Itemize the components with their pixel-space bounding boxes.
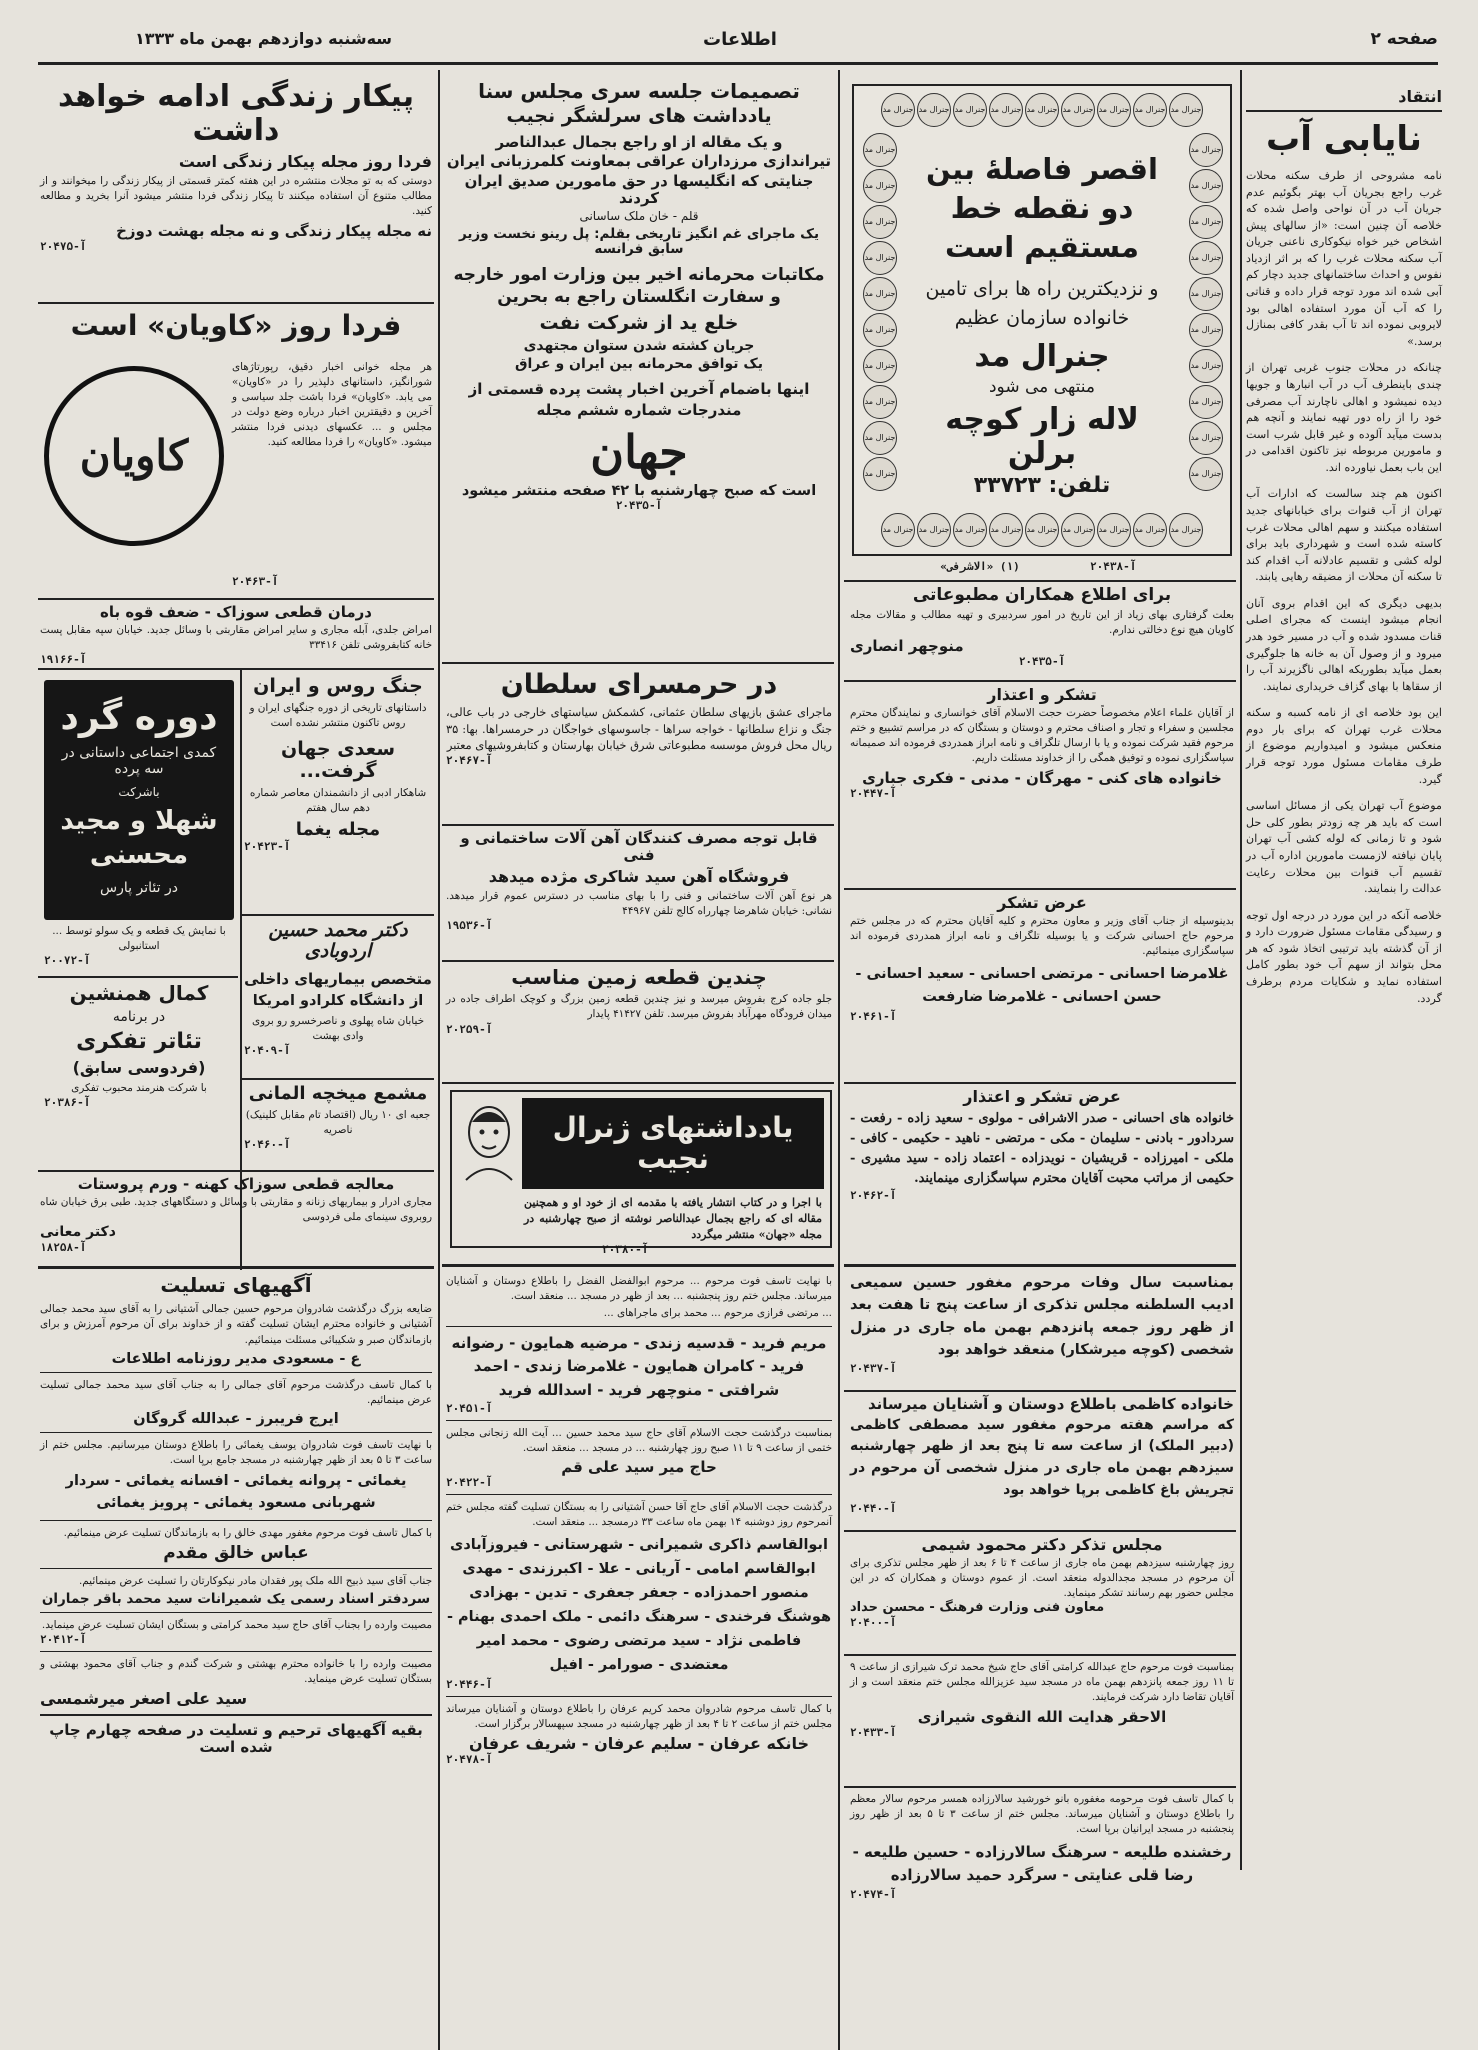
peykar-ad	[40, 80, 432, 300]
ad-ref: آ-۲۰۴۳۷	[850, 1361, 897, 1375]
condolence-sign: ایرج فریبرز - عبدالله گروگان	[133, 1411, 339, 1428]
brand-tile: جنرال مد	[1133, 93, 1167, 127]
section-rule	[38, 976, 238, 978]
general-mod-inner	[906, 140, 1178, 504]
notice-sign: الاحقر هدایت الله النقوی شیرازی	[917, 1708, 1167, 1727]
section-rule	[844, 1082, 1236, 1084]
thanks-ad	[850, 894, 1234, 1074]
brand-tile: جنرال مد	[1189, 457, 1223, 491]
general-phone: تلفن: ۳۳۷۲۳	[973, 473, 1111, 499]
notice-sign: معاون فنی وزارت فرهنگ - محسن حداد	[850, 1600, 1105, 1616]
condolence-sign: حاج میر سید علی قم	[561, 1458, 717, 1477]
condolence-body: با نهایت تاسف فوت مرحوم ... مرحوم ابوالفضل الفضل را باطلاع دوستان و آشنایان میرساند. مجلس ختم روز پنجشنبه ... بعد از ظهر در مسجد ... منعقد است.	[446, 1275, 832, 1303]
magazine-line: یک ماجرای غم انگیز تاریخی بقلم: پل رینو نخست وزیر سابق فرانسه	[458, 226, 820, 258]
ad-body: جعبه ای ۱۰ ریال (اقتصاد تام مقابل کلینیک) ناصریه	[245, 1109, 431, 1137]
doctor-addr: خیابان شاه پهلوی و ناصرخسرو رو بروی وادی بهشت	[251, 1014, 425, 1042]
brand-tile: جنرال مد	[1169, 513, 1203, 547]
item-rule	[40, 1714, 432, 1716]
item-rule	[40, 1651, 432, 1652]
brand-tile: جنرال مد	[863, 457, 897, 491]
magazine-title: تصمیمات جلسه سری مجلس سنا	[478, 79, 800, 103]
criticism-paragraph: خلاصه آنکه در این مورد در درجه اول توجه و رسیدگی مقامات مسئول ضرورت دارد و از آن گذشته باید ترتیبی اتخاذ شود که هر محل بتواند از سهم آب خود بطور کامل استفاده نماید و شکایات مردم برطرف گردد.	[1246, 908, 1442, 1005]
condolence-names: مریم فرید - قدسیه زندی - مرضیه همایون - رضوانه فرید - کامران همایون - غلامرضا زندی - احمد شرافتی - منوچهر فرید - اسدالله فرید	[451, 1334, 827, 1399]
ad-ref: آ-۲۰۴۲۳	[244, 840, 291, 854]
hamneshin-ad	[44, 982, 234, 1164]
column-rule	[1240, 70, 1242, 1870]
masthead-rule	[38, 62, 1438, 65]
ad-ref: آ-۲۰۲۵۹	[446, 1022, 493, 1036]
general-headline: اقصر فاصلهٔ بین دو نقطه خط مستقیم است	[926, 152, 1158, 265]
doctor-name: دکتر محمد حسین اردوبادی	[268, 919, 408, 963]
brand-tile: جنرال مد	[1097, 513, 1131, 547]
section-rule	[38, 668, 434, 670]
condolence-sign: یغمائی - پروانه یغمائی - افسانه یغمائی - سردار شهربانی مسعود یغمائی - پرویز یغمائی	[65, 1473, 407, 1512]
condolence-body: درگذشت حجت الاسلام آقای حاج آقا حسن آشتیانی را به بستگان تسلیت گفته مجلس ختم آنمرحوم روز دوشنبه ۱۴ بهمن ماه ساعت ۳۳ درمسجد ... منعقد است.	[446, 1500, 832, 1529]
tile-border	[860, 92, 1224, 128]
brand-tile: جنرال مد	[1189, 277, 1223, 311]
notice-body: با کمال تاسف فوت مرحومه مغفوره بانو خورشید سالارزاده همسر مرحوم سالار معظم را باطلاع دوستان و آشنایان میرساند. مجلس ختم از ساعت ۳ تا ۵ بعد از ظهر روز پنجشنبه در مسجد ایرانیان برپا است.	[850, 1793, 1234, 1836]
condolence-body: با نهایت تاسف فوت شادروان یوسف یغمائی را باطلاع دوستان میرسانیم. مجلس ختم از ساعت ۳ تا ۵ بعد از ظهر چهارشنبه در مسجد جامع برپا است.	[40, 1439, 432, 1467]
show-title: دوره گرد	[60, 697, 218, 738]
issue-date: سه‌شنبه دوازدهم بهمن ماه ۱۳۳۳	[135, 29, 393, 48]
ad-ref: آ-۲۰۴۴۰	[850, 1501, 897, 1515]
ad-body: جلو جاده کرج بفروش میرسد و نیز چندین قطعه زمین بزرگ و کوچک اطراف جاده در میدان فرودگاه مهرآباد بفروش میرسد. تلفن ۴۱۴۲۷ پایدار	[446, 993, 832, 1021]
general-ends: منتهی می شود	[988, 377, 1096, 398]
ad-title: فردا روز «کاویان» است	[70, 309, 402, 342]
general-brand: جنرال مد	[974, 339, 1110, 375]
condolence-section	[40, 1274, 432, 2044]
show-venue-old: (فردوسی سابق)	[72, 1057, 206, 1077]
ad-ref: آ-۲۰۴۶۲	[850, 1189, 897, 1203]
brand-tile: جنرال مد	[1189, 313, 1223, 347]
thanks-title: عرض تشکر	[997, 893, 1087, 912]
section-rule	[442, 1082, 834, 1084]
ad-body: هر مجله خوانی اخبار دقیق، رپورتاژهای شورانگیز، داستانهای دلپذیر را در «کاویان» می یابد. «کاویان» فردا باشت جلد سیاسی و آخرین و دقیقترین اخبار درباره وضع دولت در مجلس و ... عکسهای دیدنی فردا منتشر میشود. «کاویان» را فردا مطالعه کنید.	[232, 361, 432, 449]
brand-tile: جنرال مد	[1189, 421, 1223, 455]
column-rule	[838, 70, 840, 2050]
section-rule	[844, 680, 1236, 682]
ad-ref: آ-۲۰۴۶۷	[446, 753, 493, 767]
condolence-body: با کمال تاسف مرحوم شادروان محمد کریم عرفان را باطلاع دوستان و آشنایان میرساند مجلس ختم از ساعت ۲ تا ۴ بعد از ظهر چهارشنبه در مسجد سپهسالار برگزار است.	[446, 1702, 832, 1730]
ad-ref: آ-۲۰۳۸۰	[602, 1242, 649, 1256]
section-rule	[38, 1170, 434, 1172]
brand-tile: جنرال مد	[881, 513, 915, 547]
section-rule	[844, 1390, 1236, 1392]
condolence-sign: عباس خالق مقدم	[163, 1542, 309, 1563]
section-rule	[844, 888, 1236, 890]
brand-tile: جنرال مد	[881, 93, 915, 127]
brand-tile: جنرال مد	[863, 241, 897, 275]
brand-tile: جنرال مد	[1061, 93, 1095, 127]
ad-title: مشمع میخچه المانی	[248, 1083, 428, 1104]
tile-border-bottom	[860, 512, 1224, 548]
general-sub: و نزدیکترین راه ها برای تامین خانواده سازمان عظیم	[925, 278, 1159, 329]
ad-body: امراض جلدی، آبله مجاری و سایر امراض مقاربتی با وسائل جدید. خیابان سپه مقابل پست خانه کتابفروشی تلفن ۳۳۴۱۶	[40, 623, 432, 651]
brand-tile: جنرال مد	[863, 313, 897, 347]
thanks-sign: غلامرضا احسانی - مرتضی احسانی - سعید احسانی - حسن احسانی - غلامرضا ضارفعت	[855, 966, 1229, 1006]
magazine-line: اینها باضمام آخرین اخبار پشت پرده قسمتی از مندرجات شماره ششم مجله	[468, 379, 810, 419]
ad-ref: آ-۲۰۴۰۰	[850, 1615, 897, 1629]
ad-body: داستانهای تاریخی از دوره جنگهای ایران و روس تاکنون منتشر نشده است	[249, 702, 427, 730]
kazemi-notice	[850, 1396, 1234, 1524]
brand-tile: جنرال مد	[863, 169, 897, 203]
ad-ref: آ-۲۰۴۷۵	[40, 240, 87, 254]
ad-note: نه مجله پیکار زندگی و نه مجله بهشت دوزخ	[116, 222, 432, 241]
section-rule	[38, 598, 434, 600]
criticism-paragraph: این بود خلاصه ای از نامه کسبه و سکنه محلات غرب تهران که برای بار دوم منعکس میشود و امیدواریم موضوع از طرف مقامات مسئول مورد توجه قرار گیرد.	[1246, 706, 1442, 786]
brand-tile: جنرال مد	[1133, 513, 1167, 547]
doctor-ad	[244, 920, 432, 1074]
show-title: کمال همنشین	[69, 981, 209, 1005]
magazine-line: جریان کشته شدن ستوان مجتهدی	[523, 337, 755, 354]
brand-tile: جنرال مد	[1025, 513, 1059, 547]
item-rule	[40, 1612, 432, 1613]
brand-tile: جنرال مد	[953, 513, 987, 547]
item-rule	[446, 1494, 832, 1495]
show-sub: کمدی اجتماعی داستانی در سه پرده	[61, 745, 217, 777]
brand-tile: جنرال مد	[863, 205, 897, 239]
ad-ref: آ-۲۰۴۰۹	[244, 1043, 291, 1057]
item-rule	[40, 1432, 432, 1433]
condolence-sign: ... مرتضی فرازی مرحوم ... محمد برای ماجراهای ...	[603, 1307, 832, 1320]
doctor-spec: متخصص بیماریهای داخلی	[244, 969, 432, 988]
ad-body: هر نوع آهن آلات ساختمانی و فنی را با بهای مناسب در دسترس عموم قرار میدهد. نشانی: خیابان شاهرضا چهارراه کالج تلفن ۴۴۹۶۷	[446, 889, 832, 917]
ad-title: معالجه قطعی سوزاک کهنه - ورم پروستات	[77, 1175, 395, 1193]
middle-condolences	[446, 1274, 832, 2044]
condolence-sign: سردفتر اسناد رسمی یک شمیرانات سید محمد باقر جماران	[41, 1591, 431, 1608]
brand-tile: جنرال مد	[989, 93, 1023, 127]
ad-ref: آ-۲۰۴۱۲	[40, 1633, 87, 1647]
show-venue: تئاتر تفکری	[76, 1029, 202, 1055]
brand-tile: جنرال مد	[989, 513, 1023, 547]
ad-body: شاهکار ادبی از دانشمندان معاصر شماره دهم سال هفتم	[249, 786, 427, 815]
brand-tile: جنرال مد	[917, 93, 951, 127]
ad-ref: آ-۲۰۴۵۱	[446, 1401, 493, 1415]
brand-tile: جنرال مد	[863, 421, 897, 455]
ad-ref: آ-۲۰۴۶۳	[232, 575, 279, 588]
ad-sub: فردا روز مجله پیکار زندگی است	[178, 152, 432, 172]
show-sub: در برنامه	[112, 1009, 166, 1026]
ad-sub: مجله یغما	[295, 819, 381, 841]
notice-sign: منوچهر انصاری	[850, 637, 964, 656]
criticism-paragraph: موضوع آب تهران یکی از مسائل اساسی است که باید هر چه زودتر بطور کلی حل شود و تا زمانی که لوله کشی آب تهران پایان نیافته لازمست مامورین اداره آب در تقسیم آب قنوات بین محلات رعایت عدالت را بنمایند.	[1246, 799, 1442, 896]
ad-title: قابل توجه مصرف کنندگان آهن آلات ساختمانی و فنی	[460, 829, 818, 864]
kavian-logo-circle	[44, 366, 224, 546]
kavian-logo: کاویان	[79, 431, 189, 481]
kavian-ad	[40, 310, 432, 592]
tile-column	[1186, 132, 1224, 492]
brand-tile: جنرال مد	[1189, 385, 1223, 419]
section-rule	[844, 1654, 1236, 1656]
ad-ref: آ-۲۰۴۶۰	[244, 1138, 291, 1152]
continued-note: بقیه آگهیهای ترحیم و تسلیت در صفحه چهارم چاپ شده است	[49, 1721, 423, 1757]
thanks-ad	[850, 1088, 1234, 1258]
condolence-body: جناب آقای سید ذبیح الله ملک پور فقدان مادر نیکوکارتان را تسلیت عرض مینمائیم.	[78, 1575, 432, 1588]
thanks-sign: خانواده های کنی - مهرگان - مدنی - فکری جباری	[862, 769, 1222, 788]
magazine-line: تیراندازی مرزداران عراقی بمعاونت کلمرزبانی ایران	[446, 152, 832, 171]
section-rule	[442, 960, 834, 962]
criticism-paragraph: بدیهی دیگری که این اقدام بروی آنان انجام میشود اینست که مجرای اصلی قنات مسدود شده و آب در مسیر خود هدر میرود و از وصول آن به خانه ها جلوگیری بعمل میآید بطوریکه اهالی ناگزیرند آب را از سقاها با بهای گزاف خریداری نمایند.	[1246, 596, 1442, 693]
najib-banner: یادداشتهای ژنرال نجیب	[522, 1098, 824, 1189]
thanks-body: بدینوسیله از جناب آقای وزیر و معاون محترم و کلیه آقایان محترم که در مجلس ختم مرحوم حاج احسانی شرکت و یا بوسیله تلگراف و نامه ابراز همدردی فرموده اند سپاسگزاری مینمائیم.	[850, 914, 1234, 958]
criticism-title: نایابی آب	[1266, 118, 1422, 159]
section-rule	[38, 1266, 434, 1269]
condolence-sign: خانکه عرفان - سلیم عرفان - شریف عرفان	[469, 1733, 809, 1753]
iron-ad	[446, 830, 832, 956]
brand-tile: جنرال مد	[863, 277, 897, 311]
brand-tile: جنرال مد	[1025, 93, 1059, 127]
section-rule	[242, 914, 434, 916]
notice-body: که مراسم هفته مرحوم مغفور سید مصطفی کاظمی (دبیر الملک) از ساعت سه تا پنج بعد از ظهر چهارشنبه سیزدهم بهمن ماه جاری در منزل شخصی آن مرحوم در تجریش باغ کاظمی برپا خواهد بود	[850, 1416, 1234, 1498]
salarzadeh-notice	[850, 1792, 1234, 2042]
russia-ad	[244, 676, 432, 912]
ad-title: چندین قطعه زمین مناسب	[511, 965, 767, 989]
condolence-body: بمناسبت درگذشت حجت الاسلام آقای حاج سید محمد حسین ... آیت الله زنجانی مجلس ختمی از ساعت ۹ تا ۱۱ صبح روز چهارشنبه ... در مسجد ... منعقد است.	[446, 1426, 832, 1455]
ad-ref: آ-۱۸۲۵۸	[40, 1240, 87, 1254]
ad-sign: دکتر معانی	[40, 1223, 116, 1240]
notice-body: بمناسبت سال وفات مرحوم مغفور حسین سمیعی ادیب السلطنه مجلس تذکری از ساعت پنج تا هفت بعد از ظهر روز جمعه پانزدهم بهمن ماه جاری در منزل شخصی (کوچه میرشکار) منعقد خواهد بود	[850, 1275, 1234, 1359]
doregard-ad	[44, 680, 234, 920]
ad-ref: آ-۱۹۱۶۶	[40, 652, 87, 666]
item-rule	[40, 1372, 432, 1373]
ad-ref: آ-۲۰۳۸۶	[44, 1095, 91, 1109]
ad-body: ماجرای عشق بازیهای سلطان عثمانی، کشمکش سیاستهای خارجی در باب عالی، جنگ و نزاع سلطانها - خواجه سراها - جاسوسهای خواجگان در حرمسراها. بها: ۳۵ ریال محل فروش موسسه مطبوعاتی شرق خیابان بهارستان و کتابفروشیهای معتبر	[446, 705, 832, 753]
section-title: آگهیهای تسلیت	[160, 1273, 312, 1297]
ad-ref: آ-۲۰۴۳۵	[1018, 654, 1066, 668]
ad-ref: آ-۲۰۴۴۷	[850, 787, 897, 801]
thanks-body: خانواده های احسانی - صدر الاشرافی - مولوی - سعید زاده - رفعت - سردادور - بادنی - سلیمان - مکی - مرتضی - ناهید - حکیمی - کافی - ملکی - امیرزاده - قریشیان - نویدزاده - اعتماد زاده - سید مشیری - حکیمی از مراتب محبت آقایان محترم سپاسگزاری مینمایند.	[850, 1110, 1234, 1187]
ad-body: با شرکت هنرمند محبوب تفکری	[71, 1081, 207, 1094]
brand-tile: جنرال مد	[863, 385, 897, 419]
notice-body: بمناسبت فوت مرحوم حاج عبدالله کرامتی آقای حاج شیخ محمد ترک شیرازی از ساعت ۹ تا ۱۱ روز جمعه پانزدهم بهمن ماه در مسجد سید عزیزالله مجلس ختم منعقد است و از آقایان تقاضا دارد شرکت فرمایند.	[850, 1661, 1234, 1704]
colleagues-notice	[850, 586, 1234, 676]
section-rule	[844, 1786, 1236, 1788]
criticism-paragraph: نامه مشروحی از طرف سکنه محلات غرب راجع بجریان آب بهتر بگوئیم عدم جریان آب در آن نواحی واصل شده که خلاصه آن چنین است: «از سالهای پیش اشخاص خیر خواه نیکوکاری ناعنی جریان آب سکنه محلات غرب را که بر اثر ازدیاد نفوس و احداث ساختمانهای جدید دچار کم آبی شده اند مورد توجه قرار داده و قناتی را که آب آن مورد استفاده اهالی بود لایروبی نموده اند تا آب بقدر کافی بمنازل برسد.»	[1246, 168, 1442, 348]
item-rule	[446, 1326, 832, 1327]
notice-title: مجلس تذکر دکتر محمود شیمی	[921, 1535, 1163, 1554]
ad-ref: آ-۲۰۴۷۴	[850, 1887, 897, 1901]
portrait-sketch	[458, 1100, 520, 1180]
criticism-paragraph: اکنون هم چند سالست که ادارات آب تهران از آب قنوات برای خیابانهای جدید استفاده میکنند و سهم اهالی محلات غرب کاسته شده است و شهرداری باید برای لوله کشی و تقسیم عادلانه آب اقدام کند تا سکنه آن محلات از مضیقه رهایی یابند.	[1246, 487, 1442, 584]
ad-ref: آ-۲۰۴۳۳	[850, 1726, 897, 1740]
ad-title: پیکار زندگی ادامه خواهد داشت	[57, 79, 415, 148]
brand-tile: جنرال مد	[1189, 169, 1223, 203]
najib-ad	[450, 1090, 832, 1256]
magazine-logo: جهان	[590, 424, 688, 479]
brand-tile: جنرال مد	[1097, 93, 1131, 127]
brand-tile: جنرال مد	[863, 349, 897, 383]
show-cast: شهلا و مجید محسنی	[60, 806, 218, 870]
doregard-foot	[44, 924, 234, 972]
clinic-ad	[40, 604, 432, 670]
ad-body: دوستی که به تو مجلات منتشره در این هفته کمتر قسمتی از پیکار زندگی را میخوانند و از مطالب متنوع آن استفاده میکنند تا پیکار زندگی فردا منتشر میشود آنرا بخرید و مطالعه کنید.	[40, 175, 432, 218]
ad-title: درمان قطعی سوزاک - ضعف قوه باه	[99, 603, 372, 621]
tile-column	[860, 132, 898, 492]
section-rule	[844, 580, 1236, 582]
magazine-line: جنایتی که انگلیسها در حق مامورین صدیق ایران کردند	[464, 172, 814, 208]
notice-title: خانواده کاظمی باطلاع دوستان و آشنایان میرساند	[867, 1395, 1234, 1413]
ad-ref: آ-۲۰۰۷۲	[44, 954, 91, 968]
thanks-title: عرض تشکر و اعتذار	[963, 1087, 1121, 1106]
show-venue: در تئاتر پارس	[100, 879, 178, 896]
shimi-notice	[850, 1536, 1234, 1648]
condolence-body: مصیبت وارده را بجناب آقای حاج سید محمد کرامتی و بستگان ایشان تسلیت عرض مینماید.	[41, 1619, 432, 1632]
magazine-line: یک توافق محرمانه بین ایران و عراق	[515, 356, 763, 373]
thanks-ad	[850, 686, 1234, 882]
item-rule	[40, 1520, 432, 1521]
brand-tile: جنرال مد	[1189, 349, 1223, 383]
notice-title: برای اطلاع همکاران مطبوعاتی	[912, 585, 1172, 605]
section-rule	[242, 1078, 434, 1080]
ad-sub: سعدی جهان گرفت...	[281, 738, 395, 782]
condolence-body: با کمال تاسف فوت مرحوم مغفور مهدی خالق را به بازماندگان تسلیت عرض مینمائیم.	[63, 1526, 432, 1539]
brand-tile: جنرال مد	[1061, 513, 1095, 547]
clinic2-ad	[40, 1176, 432, 1262]
ad-title: در حرمسرای سلطان	[500, 669, 778, 700]
item-rule	[40, 1568, 432, 1569]
brand-tile: جنرال مد	[1189, 241, 1223, 275]
magazine-line: قلم - خان ملک ساسانی	[579, 208, 699, 223]
ad-title: جنگ روس و ایران	[253, 675, 423, 697]
criticism-paragraph: چنانکه در محلات جنوب غربی تهران از چندی باینطرف آب در آب انبارها و جویها دیده نمیشود و اهالی ناچارند آب مصرفی خود را از راه دور تهیه نمایند و آنچه هم بدست میآید آلوده و غیر قابل شرب است و مامورین مربوطه نیز تاکنون اقدامی در این باب بعمل نیاورده اند.	[1246, 361, 1442, 474]
section-rule	[442, 662, 834, 664]
condolence-sign: سید علی اصغر میرشمسی	[40, 1689, 248, 1709]
shirazi-notice	[850, 1660, 1234, 1780]
anniversary-notice	[850, 1272, 1234, 1384]
notice-sign: رخشنده طلیعه - سرهنگ سالارزاده - حسین طلیعه - رضا قلی عنایتی - سرگرد حمید سالارزاده	[852, 1843, 1232, 1885]
ad-ref: آ-۲۰۴۲۲	[446, 1475, 493, 1489]
magazine-line: و یک مقاله از او راجع بجمال عبدالناصر	[495, 132, 783, 151]
section-rule	[442, 1264, 834, 1267]
brand-tile: جنرال مد	[1189, 205, 1223, 239]
condolence-sign: ع - مسعودی مدیر روزنامه اطلاعات	[111, 1350, 361, 1367]
brand-tile: جنرال مد	[953, 93, 987, 127]
ad-sub: فروشگاه آهن سید شاکری مژده میدهد	[488, 866, 790, 886]
criticism-column	[1246, 88, 1442, 2048]
ad-body: با اجرا و در کتاب انتشار یافته با مقدمه ای از خود او و همچنین مقاله ای که راجع بجمال عبدالناصر نوشته از صبح چهارشنبه در مجله «جهان» منتشر میگردد	[524, 1195, 822, 1241]
page-number: صفحه ۲	[1370, 29, 1438, 49]
section-rule	[844, 1264, 1236, 1267]
notice-body: روز چهارشنبه سیزدهم بهمن ماه جاری از ساعت ۴ تا ۶ بعد از ظهر مجلس تذکری برای آن مرحوم در مسجد مجدالدوله منعقد است. از عموم دوستان و همکاران که در این مجلس حضور بهم رسانند تشکر مینماید.	[850, 1556, 1234, 1600]
notice-body: بعلت گرفتاری بهای زیاد از این تاریخ در امور سردبیری و تهیه مطالب و مقالات مجله کاویان هیچ نوع دخالتی ندارم.	[850, 609, 1234, 637]
condolence-body: ضایعه بزرگ درگذشت شادروان مرحوم حسین جمالی آشتیانی را به آقای سید محمد جمالی آشتیانی و خانواده محترم ایشان تسلیت گفته و از خداوند برای آن مرحوم آمرزش و برای بازماندگان صبر و شکیبائی مسئلت مینمائیم.	[40, 1303, 432, 1346]
magazine-line: خلع ید از شرکت نفت	[539, 312, 739, 335]
section-rule	[442, 824, 834, 826]
ad-ref: آ-۲۰۴۶۱	[850, 1009, 897, 1023]
ad-ref: آ-۲۰۴۴۶	[446, 1677, 493, 1691]
section-rule	[38, 302, 434, 304]
ad-body: مجاری ادرار و بیماریهای زنانه و مقاربتی با وسائل و دستگاههای جدید. طبی برق خیابان شاه روبروی سینمای ملی فردوسی	[40, 1195, 432, 1223]
condolence-body: مصیبت وارده را با خانواده محترم بهشتی و شرکت گندم و جناب آقای محمود بهشتی و بستگان تسلیت عرض مینماید.	[40, 1658, 432, 1686]
ad-body: با نمایش یک قطعه و یک سولو توسط ... استانبولی	[52, 925, 226, 953]
brand-tile: جنرال مد	[917, 513, 951, 547]
ad-ref: آ-۲۰۴۳۵	[615, 498, 663, 512]
magazine-ad	[446, 80, 832, 640]
germany-ad	[244, 1084, 432, 1164]
show-with: باشرکت	[118, 784, 160, 799]
thanks-title: تشکر و اعتذار	[987, 685, 1097, 704]
section-rule	[844, 1530, 1236, 1532]
magazine-foot: است که صبح چهارشنبه با ۴۲ صفحه منتشر میشود	[461, 482, 817, 499]
harem-ad	[446, 670, 832, 818]
general-mod-ad	[852, 84, 1232, 556]
magazine-line: مکاتبات محرمانه اخیر بین وزارت امور خارجه و سفارت انگلستان راجع به بحرین	[453, 264, 825, 308]
item-rule	[446, 1420, 832, 1421]
ad-ref: آ-۲۰۴۷۸	[446, 1752, 493, 1766]
ad-note: (۱) «الاشرفی»	[940, 560, 1020, 573]
newspaper-name: اطلاعات	[703, 29, 777, 50]
criticism-label: انتقاد	[1246, 88, 1442, 112]
brand-tile: جنرال مد	[1169, 93, 1203, 127]
doctor-uni: از دانشگاه کلرادو امریکا	[252, 993, 424, 1010]
condolence-names: ابوالقاسم ذاکری شمیرانی - شهرستانی - فیروزآبادی ابوالقاسم امامی - آریانی - علا - اکبرزندی - مهدی منصور احمدزاده - جعفر جعفری - تدین - بهزادی هوشنگ فرخندی - سرهنگ دائمی - ملک احمدی بهنام - فاطمی نژاد - سید مرتضی رضوی - محمد امیر معتضدی - صورامر - افیل	[446, 1537, 832, 1673]
land-ad	[446, 966, 832, 1078]
condolence-body: با کمال تاسف درگذشت مرحوم آقای جمالی را به جناب آقای سید محمد جمالی تسلیت عرض مینمائیم.	[40, 1378, 432, 1406]
ad-ref: آ-۲۰۴۳۸	[1090, 560, 1137, 573]
magazine-sub: یادداشت های سرلشگر نجیب	[506, 105, 772, 128]
general-address: لاله زار کوچه برلن	[945, 402, 1139, 471]
thanks-body: از آقایان علماء اعلام مخصوصاً حضرت حجت الاسلام آقای خوانساری و نمایندگان محترم مجلسین و سفراء و تجار و اصناف محترم و دوستان و بستگان که در مراسم تشییع و ختم مرحوم فقید شرکت نموده و یا با ارسال تلگراف و نامه ابراز همدردی فرموده اند صمیمانه سپاسگزاری نموده و توفیق همگی را از خداوند مسئلت داریم.	[850, 706, 1234, 765]
ad-ref: آ-۱۹۵۳۶	[446, 918, 493, 932]
item-rule	[446, 1696, 832, 1697]
column-rule	[438, 70, 440, 2050]
brand-tile: جنرال مد	[1189, 133, 1223, 167]
brand-tile: جنرال مد	[863, 133, 897, 167]
